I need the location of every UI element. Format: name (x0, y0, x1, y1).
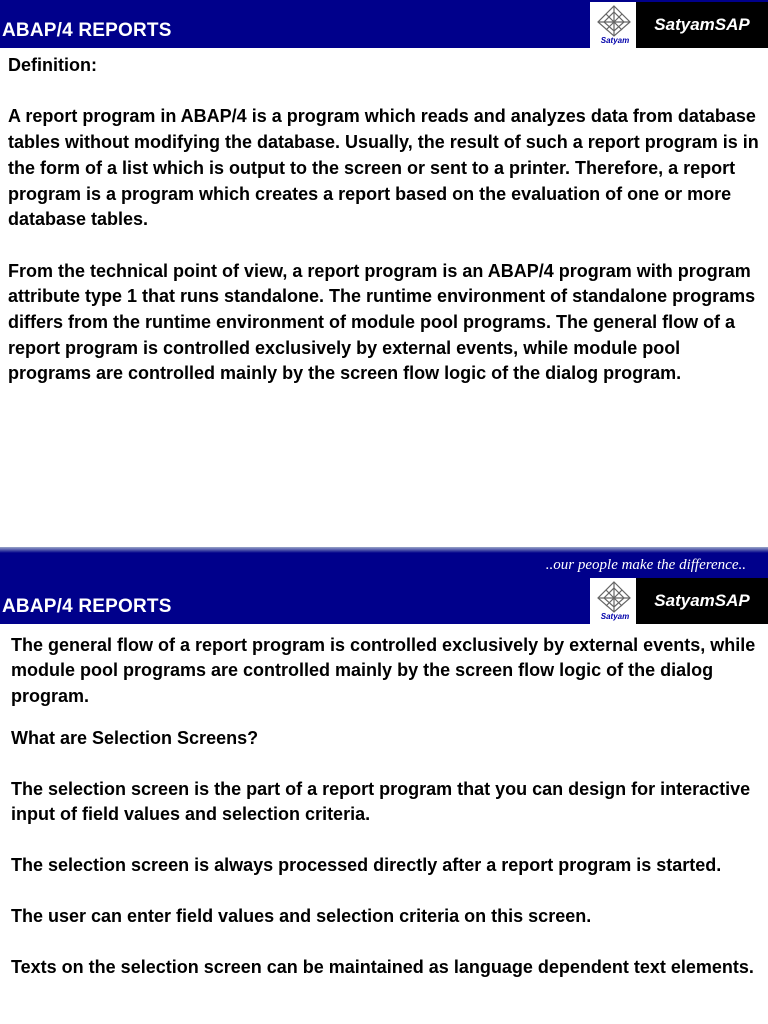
satyam-logo-label: Satyam (600, 36, 630, 45)
slide-header (0, 576, 768, 624)
body-paragraph: The selection screen is always processed directly after a report program is started. (11, 855, 722, 876)
footer-tagline: ..our people make the difference.. (545, 557, 746, 573)
body-paragraph: The user can enter field values and selection criteria on this screen. (11, 906, 592, 927)
slide-title: ABAP/4 REPORTS (2, 596, 172, 617)
slide-body (11, 633, 761, 980)
company-logo (590, 578, 768, 624)
satyam-logo-label: Satyam (600, 612, 630, 621)
satyam-logo-icon (594, 4, 634, 38)
slide-title: ABAP/4 REPORTS (2, 20, 172, 41)
brand-name: SatyamSAP (636, 578, 768, 624)
body-paragraph: A report program in ABAP/4 is a program which reads and analyzes data from database tables without modifying the database. Usually, the result of such a report program is in the form of a list which is output to the screen or sent to a printer. Therefore, a report program is a program which creates a report based on the evaluation of one or more database tables. (8, 106, 759, 230)
slide-2 (0, 576, 768, 1024)
body-paragraph: The general flow of a report program is controlled exclusively by external events, while module pool programs are controlled mainly by the screen flow logic of the dialog program. (11, 635, 756, 706)
company-logo (590, 2, 768, 48)
body-paragraph: Texts on the selection screen can be maintained as language dependent text elements. (11, 956, 754, 977)
satyam-logo-icon (594, 580, 634, 614)
brand-name: SatyamSAP (636, 2, 768, 48)
body-paragraph: The selection screen is the part of a report program that you can design for interactive input of field values and selection criteria. (11, 779, 751, 825)
body-paragraph: From the technical point of view, a report program is an ABAP/4 program with program attribute type 1 that runs standalone. The runtime environment of standalone programs differs from the runtime environment of module pool programs. The general flow of a report program is controlled exclusively by external events, while module pool programs are controlled mainly by the screen flow logic of the dialog program. (8, 260, 756, 384)
slide-body (8, 53, 760, 387)
slide-header (0, 0, 768, 48)
definition-heading: Definition: (8, 55, 97, 75)
section-heading: What are Selection Screens? (11, 728, 259, 749)
